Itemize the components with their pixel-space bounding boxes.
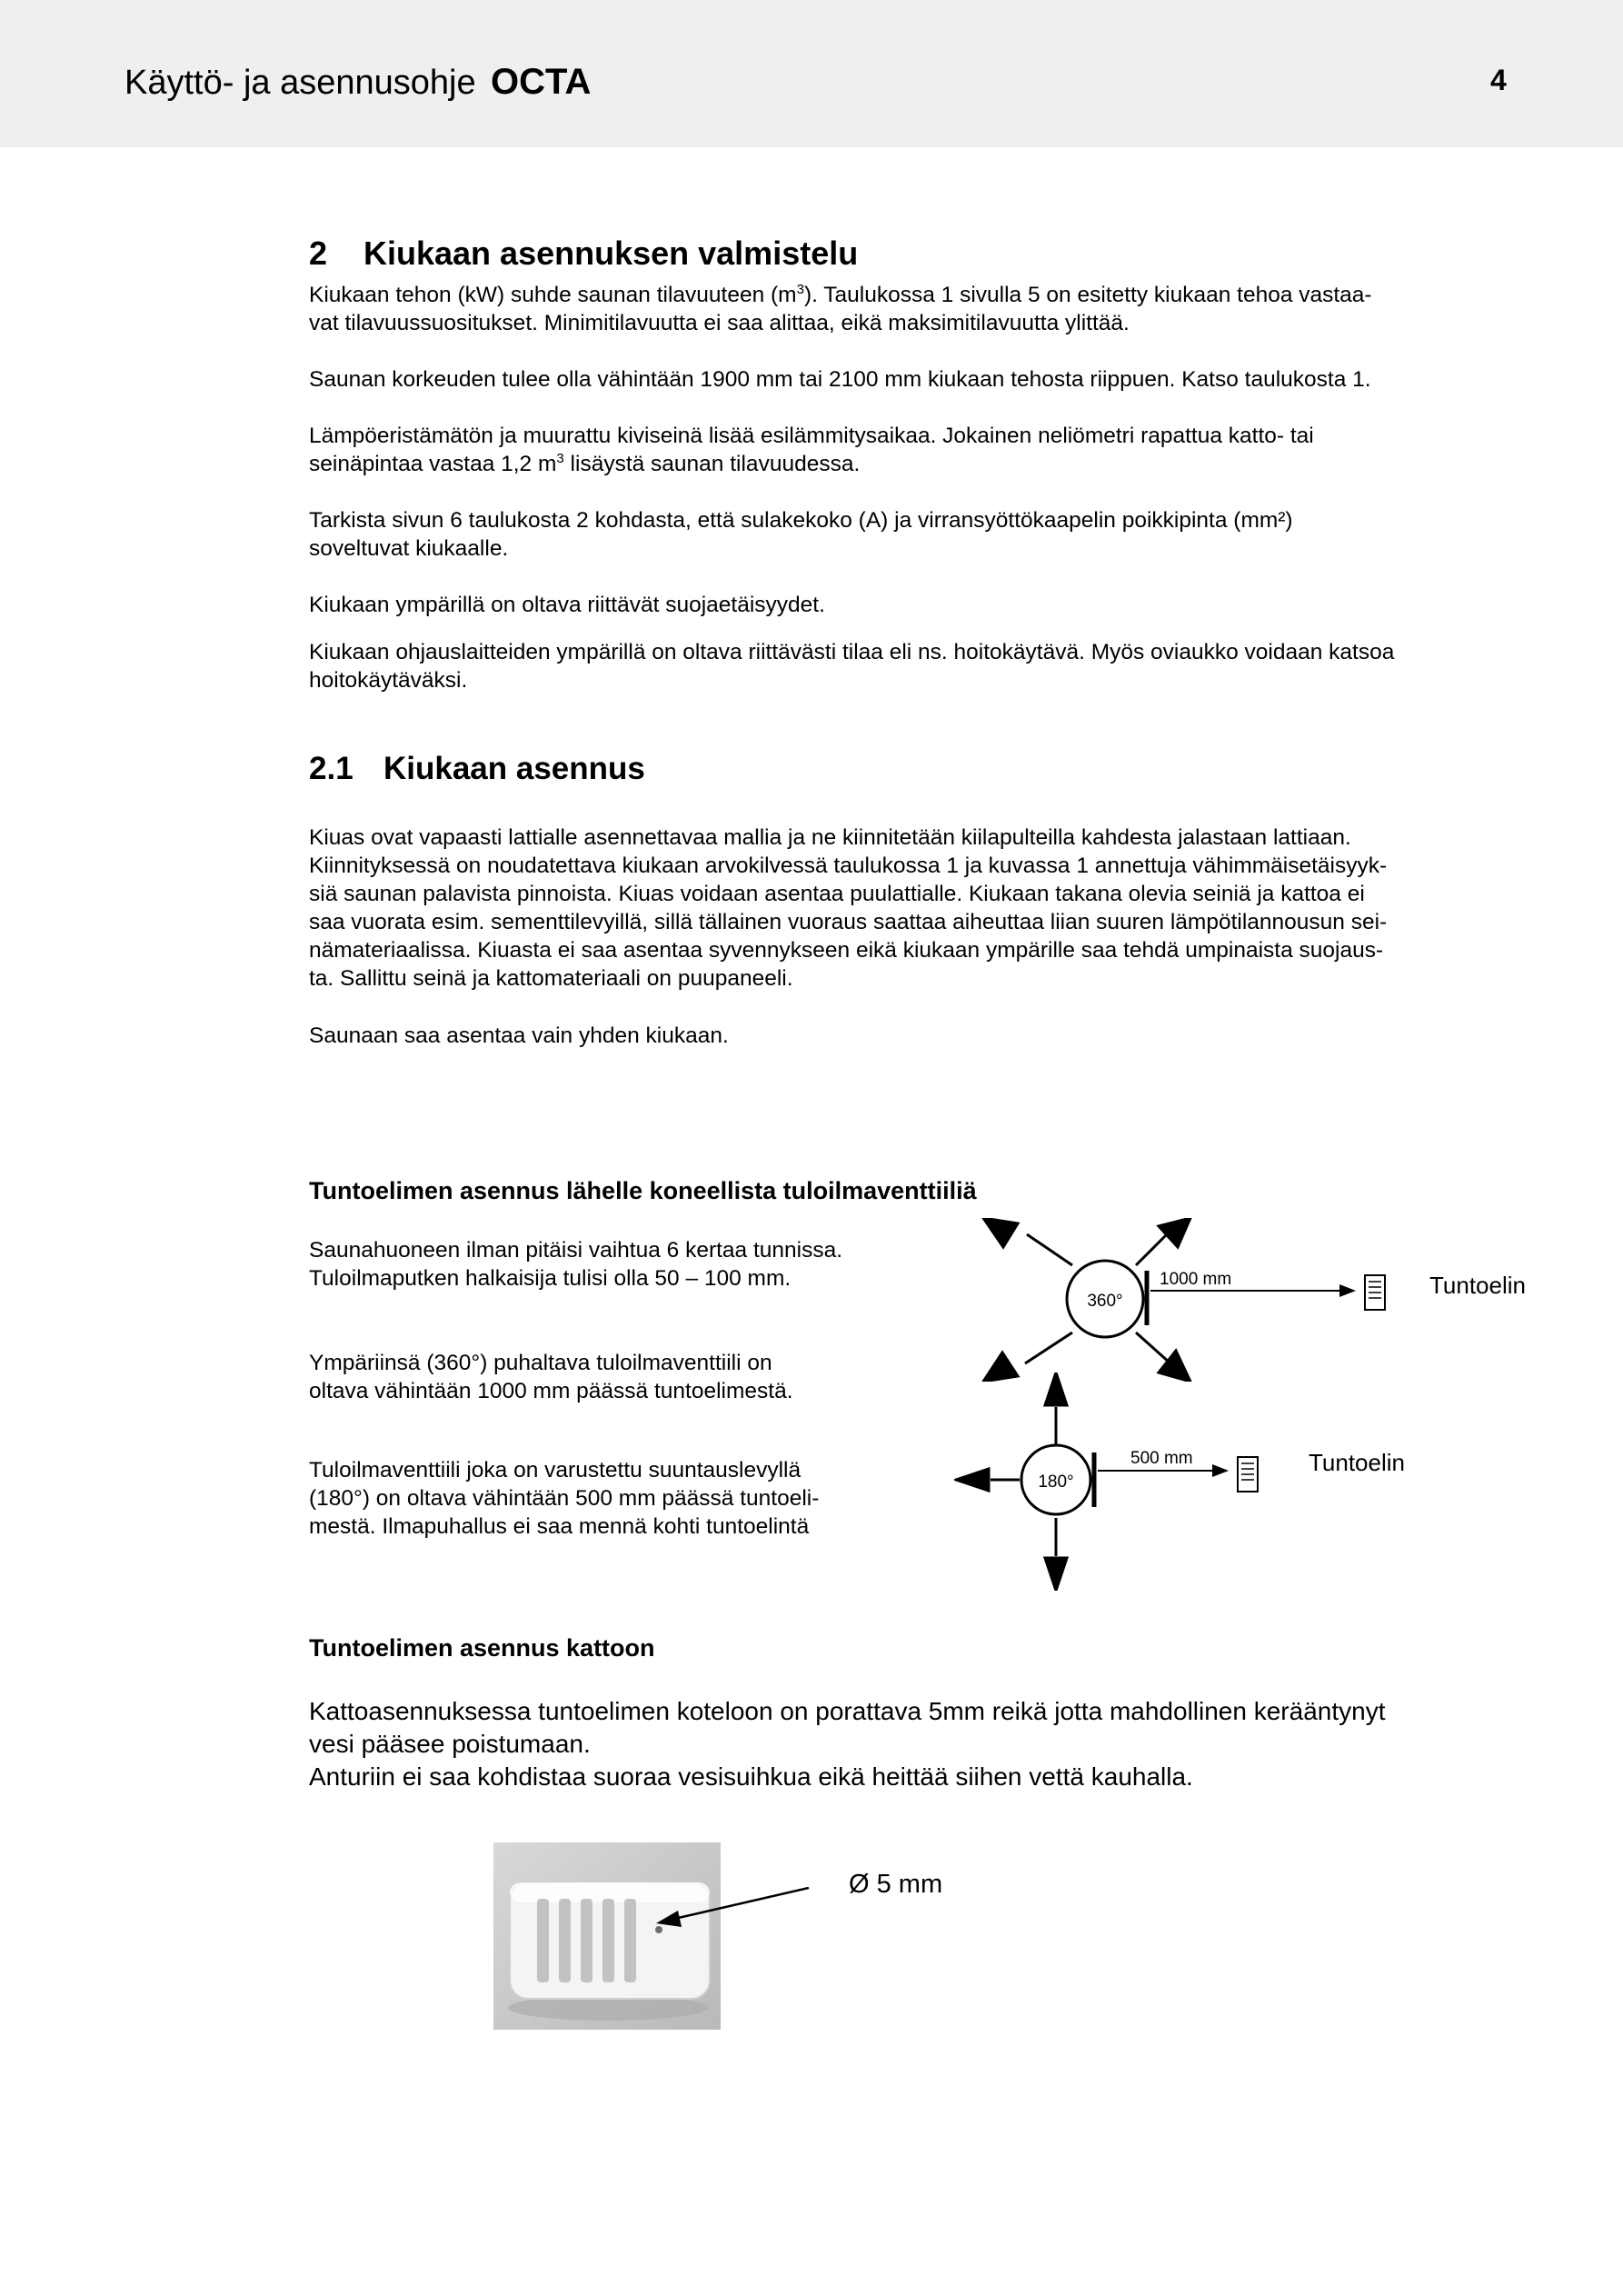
vent-paragraph-1 [309, 1236, 842, 1293]
section-2-paragraph-2 [309, 365, 1371, 394]
arrowhead-icon [956, 1469, 989, 1491]
arrowhead-icon [656, 1911, 682, 1927]
text-line: oltava vähintään 1000 mm päässä tuntoelimestä. [309, 1379, 793, 1403]
vent-paragraph-3 [309, 1456, 819, 1541]
arrowhead-icon [1339, 1284, 1356, 1297]
section-2-paragraph-3 [309, 422, 1314, 478]
vent-paragraph-2 [309, 1349, 793, 1405]
subheading-sensor-ceiling: Tuntoelimen asennus kattoon [309, 1634, 655, 1662]
text-fragment: ). Taulukossa 1 sivulla 5 on esitetty kiukaan tehoa vastaa- [803, 283, 1372, 307]
text-line: Tarkista sivun 6 taulukosta 2 kohdasta, että sulakekoko (A) ja virransyöttökaapelin poikkipinta (mm²) [309, 508, 1293, 533]
text-line: vesi pääsee poistumaan. [309, 1730, 591, 1758]
section-2-heading [309, 235, 858, 273]
text-line: nämateriaalissa. Kiuasta ei saa asentaa syvennykseen eikä kiukaan ympärille saa tehdä umpinaista suojaus- [309, 938, 1384, 963]
arrow-line [1136, 1333, 1170, 1363]
section-2-1-paragraph-1 [309, 824, 1387, 993]
section-title: Kiukaan asennus [383, 751, 645, 786]
text-fragment: Kiukaan tehon (kW) suhde saunan tilavuuteen (m [309, 283, 797, 307]
arrowhead-icon [983, 1218, 1018, 1247]
text-line: Kiinnityksessä on noudatettava kiukaan arvokilvessä taulukossa 1 ja kuvassa 1 annettuja vähimmäisetäisyyk- [309, 854, 1388, 878]
text-line: saa vuorata esim. sementtilevyillä, sillä tällainen vuoraus saattaa aiheuttaa liian suuren lämpötilannousun sei- [309, 910, 1388, 934]
text-line: Tuloilmaventtiili joka on varustettu suuntauslevyllä [309, 1458, 802, 1482]
superscript: 3 [796, 281, 804, 297]
distance-label: 1000 mm [1160, 1270, 1232, 1289]
text-line: siä saunan palavista pinnoista. Kiuas voidaan asentaa puulattialle. Kiukaan takana olevia seiniä ja kattoa ei [309, 882, 1365, 906]
distance-label: 500 mm [1130, 1449, 1193, 1468]
text-line: mestä. Ilmapuhallus ei saa mennä kohti tuntoelintä [309, 1514, 810, 1539]
arrowhead-icon [1045, 1373, 1067, 1405]
text-line: Kattoasennuksessa tuntoelimen koteloon on porattava 5mm reikä jotta mahdollinen kerääntynyt [309, 1697, 1386, 1725]
document-title: Käyttö- ja asennusohje [124, 64, 476, 102]
vent-360-diagram [972, 1218, 1590, 1382]
ceiling-paragraph [309, 1695, 1385, 1793]
section-2-paragraph-4 [309, 506, 1293, 563]
text-line: Kiukaan ympärillä on oltava riittävät suojaetäisyydet. [309, 593, 825, 617]
text-fragment: lisäystä saunan tilavuudessa. [563, 452, 861, 476]
superscript: 3 [556, 450, 564, 466]
text-line: Kiukaan ohjauslaitteiden ympärillä on oltava riittävästi tilaa eli ns. hoitokäytävä. Myös oviaukko voidaan katsoa [309, 640, 1395, 664]
arrowhead-icon [1212, 1464, 1229, 1477]
arrowhead-icon [1045, 1558, 1067, 1591]
text-line: Saunan korkeuden tulee olla vähintään 1900 mm tai 2100 mm kiukaan tehosta riippuen. Katso taulukosta 1. [309, 367, 1371, 392]
arrowhead-icon [1159, 1218, 1190, 1247]
text-line: hoitokäytäväksi. [309, 668, 468, 693]
text-line: Lämpöeristämätön ja muurattu kiviseinä lisää esilämmitysaikaa. Jokainen neliömetri rapattua katto- tai [309, 424, 1314, 448]
arrow-line [1027, 1234, 1072, 1265]
sensor-label: Tuntoelin [1309, 1449, 1405, 1476]
sensor-label: Tuntoelin [1429, 1272, 1526, 1299]
text-line: Ympäriinsä (360°) puhaltava tuloilmaventtiili on [309, 1351, 772, 1375]
section-2-paragraph-1 [309, 281, 1372, 337]
text-line: Tuloilmaputken halkaisija tulisi olla 50 – 100 mm. [309, 1266, 792, 1291]
section-2-1-paragraph-2 [309, 1022, 729, 1050]
text-line: soveltuvat kiukaalle. [309, 536, 509, 561]
text-line: (180°) on oltava vähintään 500 mm päässä tuntoeli- [309, 1486, 820, 1511]
hole-diameter-label: Ø 5 mm [849, 1870, 943, 1899]
section-2-paragraph-6 [309, 638, 1394, 694]
pointer-line [674, 1888, 809, 1919]
page-number: 4 [1490, 64, 1507, 96]
page-header [0, 0, 1623, 147]
text-line: Saunahuoneen ilman pitäisi vaihtua 6 kertaa tunnissa. [309, 1238, 843, 1263]
text-fragment: seinäpintaa vastaa 1,2 m [309, 452, 557, 476]
section-title: Kiukaan asennuksen valmistelu [363, 235, 859, 272]
arrow-line [1025, 1333, 1072, 1363]
vent-180-diagram [954, 1373, 1499, 1591]
text-line: Anturiin ei saa kohdistaa suoraa vesisuihkua eikä heittää siihen vettä kauhalla. [309, 1762, 1193, 1791]
section-2-1-heading [309, 751, 645, 787]
text-line: ta. Sallittu seinä ja kattomateriaali on puupaneeli. [309, 966, 793, 991]
text-line: Kiuas ovat vapaasti lattialle asennettavaa mallia ja ne kiinnitetään kiilapulteilla kahdesta jalastaan lattiaan. [309, 825, 1351, 850]
vent-angle-label: 180° [1038, 1472, 1074, 1492]
text-line: vat tilavuussuositukset. Minimitilavuutta ei saa alittaa, eikä maksimitilavuutta ylittää. [309, 311, 1130, 335]
text-line: Saunaan saa asentaa vain yhden kiukaan. [309, 1023, 729, 1048]
section-number: 2 [309, 235, 328, 272]
subheading-sensor-vent: Tuntoelimen asennus lähelle koneellista tuloilmaventtiiliä [309, 1177, 977, 1204]
hole-pointer [654, 1854, 963, 1936]
vent-angle-label: 360° [1087, 1292, 1123, 1311]
arrow-line [1136, 1234, 1167, 1265]
section-2-paragraph-5 [309, 591, 825, 619]
product-name: OCTA [491, 62, 592, 102]
section-number: 2.1 [309, 751, 353, 786]
